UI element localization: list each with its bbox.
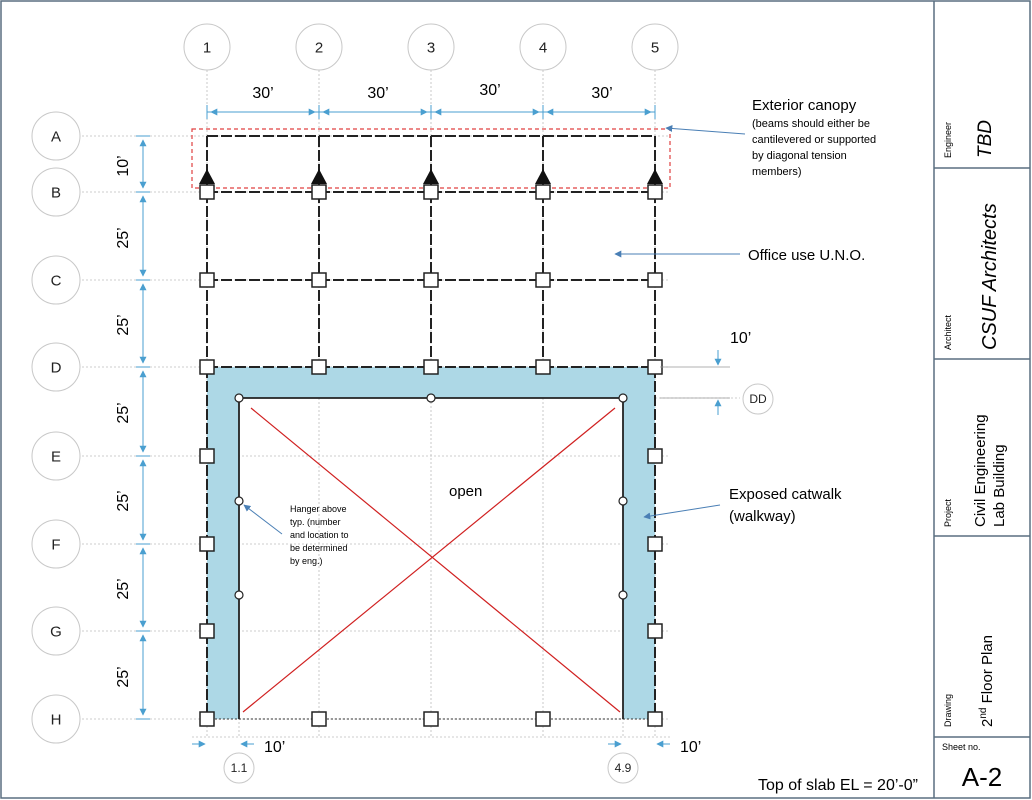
column bbox=[312, 360, 326, 374]
grid-bubble-row-E bbox=[32, 432, 80, 480]
column bbox=[200, 712, 214, 726]
grid-bubble-col-4 bbox=[520, 24, 566, 70]
drawing-title: 2nd Floor Plan bbox=[978, 634, 996, 727]
grid-bubble-4-9 bbox=[608, 753, 638, 783]
hanger-note-4: be determined bbox=[290, 543, 348, 553]
column bbox=[648, 624, 662, 638]
drawing-label: Drawing bbox=[943, 693, 953, 727]
grid-bubble-1-1 bbox=[224, 753, 254, 783]
column bbox=[648, 360, 662, 374]
column bbox=[648, 273, 662, 287]
annotations bbox=[244, 97, 918, 794]
architect-value: CSUF Architects bbox=[979, 203, 1001, 350]
dim-col-2-3: 30’ bbox=[367, 85, 389, 102]
grid-bubble-col-2 bbox=[296, 24, 342, 70]
svg-text:1: 1 bbox=[202, 39, 212, 57]
column bbox=[312, 185, 326, 199]
column bbox=[424, 273, 438, 287]
project-line-2: Lab Building bbox=[991, 444, 1008, 527]
column bbox=[424, 712, 438, 726]
grid-bubble-row-F bbox=[32, 520, 80, 568]
column bbox=[200, 624, 214, 638]
svg-text:F: F bbox=[51, 536, 61, 554]
dim-row-c-d: 25’ bbox=[115, 314, 132, 336]
hanger-note-5: by eng.) bbox=[290, 556, 323, 566]
dim-catwalk-left: 10’ bbox=[264, 739, 286, 756]
dim-row-f-g: 25’ bbox=[115, 578, 132, 600]
column bbox=[648, 449, 662, 463]
column bbox=[312, 273, 326, 287]
hanger-note-2: typ. (number bbox=[290, 517, 341, 527]
dim-row-d-e: 25’ bbox=[115, 402, 132, 424]
project-line-1: Civil Engineering bbox=[972, 414, 989, 527]
column bbox=[200, 273, 214, 287]
slab-elevation: Top of slab EL = 20’-0” bbox=[758, 777, 918, 794]
grid-bubble-col-1 bbox=[184, 24, 230, 70]
architect-label: Architect bbox=[943, 314, 953, 350]
canopy-note-1: (beams should either be bbox=[752, 118, 871, 130]
engineer-value: TBD bbox=[975, 120, 996, 158]
svg-text:C: C bbox=[50, 272, 62, 290]
hanger-note-1: Hanger above bbox=[290, 504, 347, 514]
hanger bbox=[427, 394, 435, 402]
grid-bubble-col-3 bbox=[408, 24, 454, 70]
hanger bbox=[235, 394, 243, 402]
svg-text:H: H bbox=[50, 711, 62, 729]
canopy-supports bbox=[199, 169, 663, 184]
svg-text:DD: DD bbox=[749, 392, 767, 407]
grid-bubble-row-H bbox=[32, 695, 80, 743]
column bbox=[424, 185, 438, 199]
column bbox=[424, 360, 438, 374]
catwalk-label-1: Exposed catwalk bbox=[729, 486, 842, 503]
hanger-note-3: and location to bbox=[290, 530, 349, 540]
dim-row-e-f: 25’ bbox=[115, 490, 132, 512]
column bbox=[200, 360, 214, 374]
sheet-number: A-2 bbox=[961, 762, 1003, 792]
canopy-note-3: by diagonal tension bbox=[752, 150, 847, 162]
grid-bubble-row-A bbox=[32, 112, 80, 160]
svg-text:1.1: 1.1 bbox=[230, 761, 248, 776]
column bbox=[536, 185, 550, 199]
catwalk-label-2: (walkway) bbox=[729, 508, 796, 525]
column bbox=[536, 360, 550, 374]
title-block bbox=[934, 1, 1030, 798]
hanger bbox=[619, 497, 627, 505]
office-label: Office use U.N.O. bbox=[748, 247, 866, 264]
project-label: Project bbox=[943, 498, 953, 527]
svg-text:G: G bbox=[50, 623, 62, 641]
column bbox=[312, 712, 326, 726]
dim-catwalk-top: 10’ bbox=[730, 330, 752, 347]
grid-bubble-row-G bbox=[32, 607, 80, 655]
dim-row-b-c: 25’ bbox=[115, 227, 132, 249]
dim-row-g-h: 25’ bbox=[115, 666, 132, 688]
hanger bbox=[235, 497, 243, 505]
column bbox=[200, 185, 214, 199]
row-dimensions bbox=[115, 136, 150, 719]
svg-text:3: 3 bbox=[426, 39, 436, 57]
hangers bbox=[235, 394, 627, 599]
grid-bubble-row-B bbox=[32, 168, 80, 216]
canopy-support-triangle bbox=[647, 169, 663, 184]
engineer-label: Engineer bbox=[943, 121, 953, 158]
hanger bbox=[619, 591, 627, 599]
svg-text:5: 5 bbox=[650, 39, 660, 57]
canopy-title: Exterior canopy bbox=[752, 97, 857, 114]
column bbox=[648, 712, 662, 726]
grid-bubble-row-C bbox=[32, 256, 80, 304]
canopy-note-2: cantilevered or supported bbox=[752, 134, 877, 146]
canopy-note-4: members) bbox=[752, 166, 802, 178]
grid-bubble-col-5 bbox=[632, 24, 678, 70]
column bbox=[648, 537, 662, 551]
svg-text:4: 4 bbox=[538, 39, 548, 57]
svg-text:E: E bbox=[50, 448, 62, 466]
sheet-label: Sheet no. bbox=[942, 742, 981, 752]
canopy-support-triangle bbox=[535, 169, 551, 184]
svg-text:A: A bbox=[50, 128, 62, 146]
grid-bubble-row-D bbox=[32, 343, 80, 391]
column bbox=[200, 449, 214, 463]
svg-text:D: D bbox=[50, 359, 62, 377]
dim-row-a-b: 10’ bbox=[115, 155, 132, 177]
dim-col-3-4: 30’ bbox=[479, 82, 501, 99]
dim-col-1-2: 30’ bbox=[252, 85, 274, 102]
column bbox=[536, 712, 550, 726]
svg-text:B: B bbox=[50, 184, 62, 202]
hanger bbox=[235, 591, 243, 599]
column bbox=[536, 273, 550, 287]
open-label: open bbox=[449, 483, 483, 500]
column bbox=[648, 185, 662, 199]
canopy-support-triangle bbox=[311, 169, 327, 184]
canopy-support-triangle bbox=[199, 169, 215, 184]
svg-text:2: 2 bbox=[314, 39, 324, 57]
dim-catwalk-right: 10’ bbox=[680, 739, 702, 756]
column bbox=[200, 537, 214, 551]
hanger bbox=[619, 394, 627, 402]
dim-col-4-5: 30’ bbox=[591, 85, 613, 102]
grid-bubble-dd bbox=[743, 384, 773, 414]
canopy-support-triangle bbox=[423, 169, 439, 184]
svg-text:4.9: 4.9 bbox=[614, 761, 632, 776]
page-border bbox=[1, 1, 1030, 798]
